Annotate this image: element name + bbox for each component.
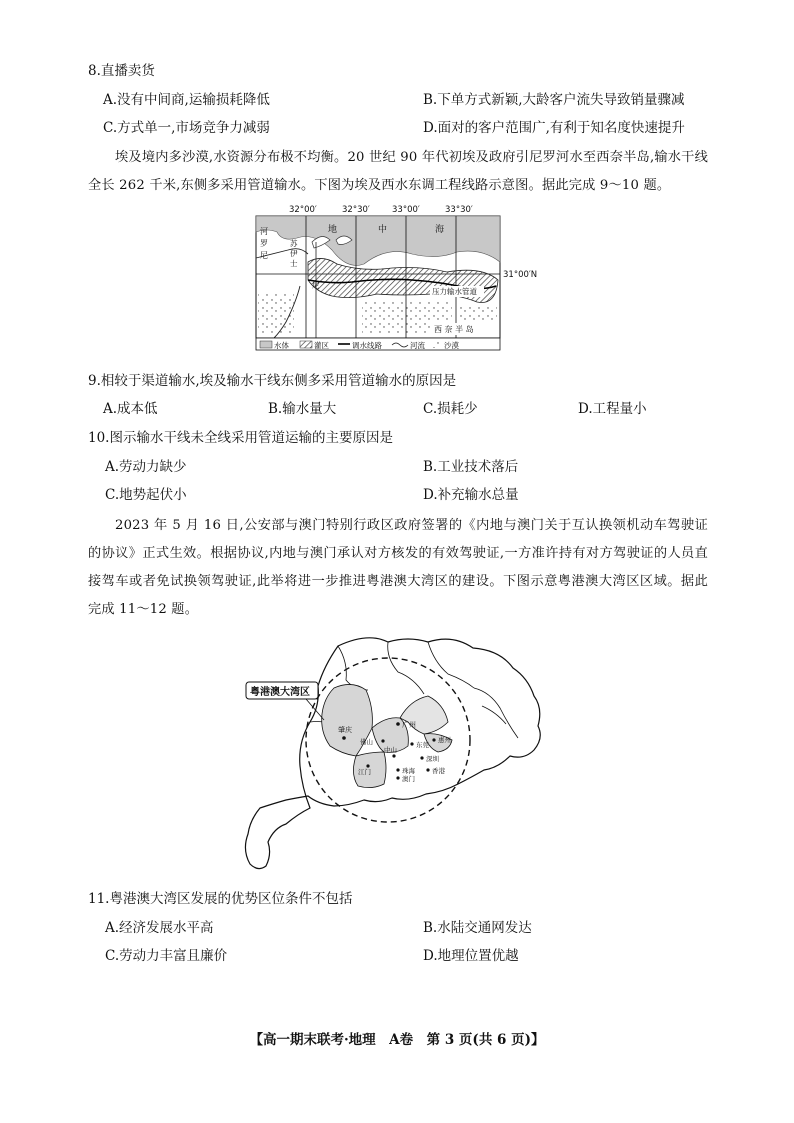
lon-label: 33°30′ (445, 205, 473, 215)
q11-option-c: C.劳动力丰富且廉价 (105, 948, 228, 964)
city-dongguan: 东莞 (416, 741, 429, 749)
legend-water-swatch (260, 341, 272, 348)
q11-option-a: A.经济发展水平高 (105, 920, 214, 936)
river-name: 尼 (312, 281, 320, 290)
city-zhuhai: 珠海 (402, 767, 415, 775)
q11-option-b: B.水陆交通网发达 (423, 920, 532, 936)
gba-callout: 粤港澳大湾区 (250, 687, 310, 698)
legend-river: 河流 (410, 341, 425, 350)
passage-egypt: 埃及境内多沙漠,水资源分布极不均衡。20 世纪 90 年代初埃及政府引尼罗河水至西奈半岛,输水干线全长 262 千米,东侧多采用管道输水。下图为埃及西水东调工程线路示意图。据此完成 9～10 题。 (88, 150, 708, 193)
gba-map (238, 628, 558, 876)
q9-stem: 9.相较于渠道输水,埃及输水干线东侧多采用管道输水的原因是 (88, 373, 457, 389)
q10-stem: 10.图示输水干线未全线采用管道运输的主要原因是 (88, 430, 393, 446)
lon-label: 33°00′ (392, 205, 420, 215)
page-footer: 【高一期末联考·地理 A卷 第 3 页(共 6 页)】 (249, 1032, 545, 1048)
q11-stem: 11.粤港澳大湾区发展的优势区位条件不包括 (88, 891, 353, 907)
city-jiangmen: 江门 (358, 768, 371, 776)
egypt-water-map (252, 202, 552, 352)
q10-option-d: D.补充输水总量 (423, 487, 519, 503)
lon-label: 32°00′ (289, 205, 317, 215)
legend-desert-swatch (430, 341, 442, 348)
legend-route: 调水线路 (352, 341, 382, 350)
legend-irrigation-swatch (300, 341, 312, 348)
q11-option-d: D.地理位置优越 (423, 948, 519, 964)
q10-option-b: B.工业技术落后 (423, 459, 519, 475)
q9-option-c: C.损耗少 (423, 401, 478, 417)
legend-irrigation: 灌区 (314, 341, 329, 350)
q8-option-c: C.方式单一,市场竞争力减弱 (103, 120, 270, 136)
q8-option-b: B.下单方式新颖,大龄客户流失导致销量骤减 (423, 92, 685, 108)
sea-label: 地 (328, 225, 338, 235)
city-foshan: 佛山 (360, 738, 373, 746)
canal-label: 士 (290, 259, 298, 268)
lon-label: 32°30′ (342, 205, 370, 215)
q8-stem: 8.直播卖货 (88, 63, 155, 79)
city-macao: 澳门 (402, 775, 415, 783)
legend-desert: 沙漠 (444, 341, 459, 350)
city-zhaoqing: 肇庆 (338, 726, 352, 734)
egypt-map-svg (252, 202, 552, 352)
canal-label: 伊 (290, 249, 298, 258)
city-shenzhen: 深圳 (426, 755, 439, 763)
lat-label: 31°00′N (503, 270, 538, 280)
q8-option-a: A.没有中间商,运输损耗降低 (103, 92, 270, 108)
city-guangzhou: 广州 (402, 721, 416, 729)
nile-label: 尼 (260, 251, 268, 260)
city-huizhou: 惠州 (438, 736, 451, 744)
nile-label: 河 (260, 227, 268, 236)
q10-option-c: C.地势起伏小 (105, 487, 187, 503)
passage-gba: 2023 年 5 月 16 日,公安部与澳门特别行政区政府签署的《内地与澳门关于互认换领机动车驾驶证的协议》正式生效。根据协议,内地与澳门承认对方核发的有效驾驶证,一方准许持有对方驾驶证的人员直接驾车或者免试换领驾驶证,此举将进一步推进粤港澳大湾区的建设。下图示意粤港澳大湾区区域。据此完成 11～12 题。 (88, 518, 708, 617)
peninsula-label: 西 奈 半 岛 (434, 325, 474, 334)
q10-option-a: A.劳动力缺少 (105, 459, 187, 475)
city-zhongshan: 中山 (384, 746, 397, 754)
gba-map-svg (238, 628, 558, 876)
legend-water: 水体 (274, 341, 289, 350)
sea-label: 海 (435, 225, 445, 235)
pipeline-label: 压力输水管道 (432, 287, 477, 296)
q9-option-d: D.工程量小 (578, 401, 647, 417)
city-hongkong: 香港 (432, 767, 445, 775)
q9-option-a: A.成本低 (103, 401, 158, 417)
sea-label: 中 (378, 225, 388, 235)
nile-label: 罗 (260, 239, 268, 248)
canal-label: 苏 (290, 239, 298, 248)
q9-option-b: B.输水量大 (268, 401, 337, 417)
q8-option-d: D.面对的客户范围广,有利于知名度快速提升 (423, 120, 685, 136)
